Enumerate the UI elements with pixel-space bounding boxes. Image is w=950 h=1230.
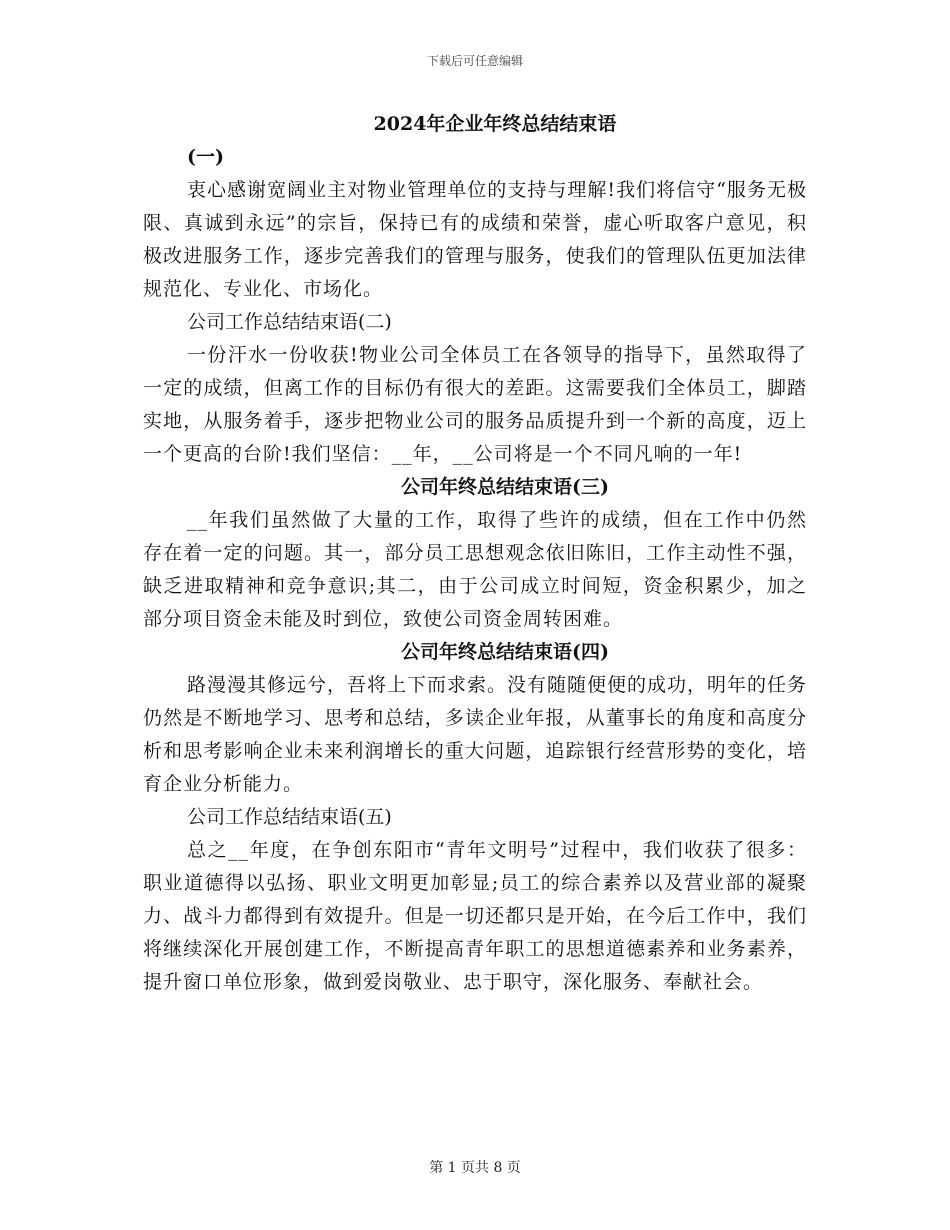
section-2-heading: 公司工作总结结束语(二) <box>187 311 392 333</box>
section-1-heading: (一) <box>187 146 224 168</box>
section-1-paragraph: 衷心感谢宽阔业主对物业管理单位的支持与理解!我们将信守“服务无极限、真诚到永远”的宗旨，保持已有的成绩和荣誉，虚心听取客户意见，积极改进服务工作，逐步完善我们的管理与服务，使我们的管理队伍更加法律规范化、专业化、市场化。 <box>143 179 807 300</box>
section-3-paragraph: __年我们虽然做了大量的工作，取得了些许的成绩，但在工作中仍然存在着一定的问题。其一，部分员工思想观念依旧陈旧，工作主动性不强，缺乏进取精神和竞争意识;其二，由于公司成立时间短，资金积累少，加之部分项目资金未能及时到位，致使公司资金周转困难。 <box>143 509 807 630</box>
document-body <box>143 107 807 999</box>
section-4-paragraph: 路漫漫其修远兮，吾将上下而求索。没有随随便便的成功，明年的任务仍然是不断地学习、思考和总结，多读企业年报，从董事长的角度和高度分析和思考影响企业未来利润增长的重大问题，追踪银行经营形势的变化，培育企业分析能力。 <box>143 674 808 795</box>
page-footer: 第 1 页共 8 页 <box>429 1160 521 1176</box>
section-5-paragraph: 总之__年度，在争创东阳市“青年文明号”过程中，我们收获了很多：职业道德得以弘扬、职业文明更加彰显;员工的综合素养以及营业部的凝聚力、战斗力都得到有效提升。但是一切还都只是开始，在今后工作中，我们将继续深化开展创建工作，不断提高青年职工的思想道德素养和业务素养，提升窗口单位形象，做到爱岗敬业、忠于职守，深化服务、奉献社会。 <box>143 839 807 993</box>
page-header: 下载后可任意编辑 <box>426 54 523 68</box>
section-5-heading: 公司工作总结结束语(五) <box>187 806 392 828</box>
section-3-heading: 公司年终总结结束语(三) <box>401 476 609 498</box>
section-2-paragraph: 一份汗水一份收获!物业公司全体员工在各领导的指导下，虽然取得了一定的成绩，但离工作的目标仍有很大的差距。这需要我们全体员工，脚踏实地，从服务着手，逐步把物业公司的服务品质提升到一个新的高度，迈上一个更高的台阶!我们坚信：__年，__公司将是一个不同凡响的一年! <box>143 344 807 465</box>
section-4-heading: 公司年终总结结束语(四) <box>401 641 609 663</box>
document-title: 2024年企业年终总结结束语 <box>373 113 617 135</box>
